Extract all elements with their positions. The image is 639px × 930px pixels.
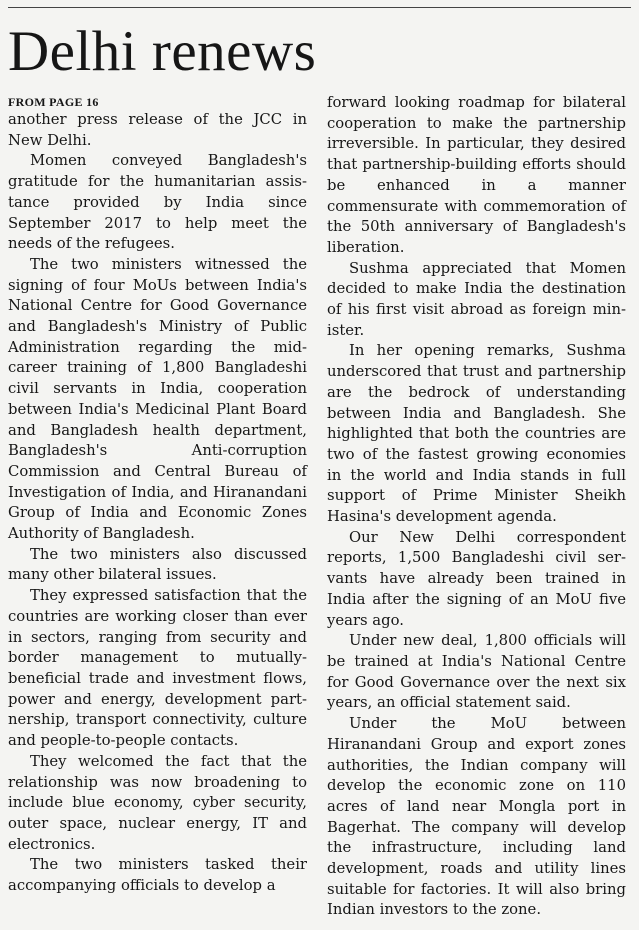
paragraph: The two ministers witnessed the signing of four MoUs between India's National Centre for Good Governance and Bangladesh's Ministry of Public Administration regarding the mid-career training of 1,800 Bangladeshi civil servants in India, cooperation between India's Medicinal Plant Board and Bangladesh health department, Bangladesh's Anti-corruption Commission and Central Bureau of Investigation of India, and Hiranandani Group of India and Economic Zones Authority of Bangladesh.: [8, 255, 307, 543]
paragraph: Sushma appreciated that Momen decided to make India the destination of his first visit abroad as foreign minister.: [327, 259, 626, 339]
article-column-left: [8, 93, 307, 897]
top-rule: [8, 7, 631, 8]
paragraph: another press release of the JCC in New Delhi.: [8, 111, 307, 149]
paragraph: forward looking roadmap for bilateral cooperation to make the partnership irreversible. In particular, they desired that partnership-building efforts should be enhanced in a manner commensurate with commemoration of the 50th anniversary of Bangladesh's liberation.: [327, 94, 626, 256]
paragraph: The two ministers also discussed many other bilateral issues.: [8, 545, 307, 584]
article-column-right: [327, 93, 626, 921]
paragraph: They welcomed the fact that the relationship was now broadening to include blue economy, cyber security, outer space, nuclear energy, IT and electronics.: [8, 752, 307, 853]
paragraph: They expressed satisfaction that the countries are working closer than ever in sectors, ranging from security and border management to mutually-beneficial trade and investment flows, power and energy, development partnership, transport connectivity, culture and people-to-people contacts.: [8, 587, 307, 750]
paragraph: The two ministers tasked their accompanying officials to develop a: [8, 856, 307, 895]
paragraph: Under the MoU between Hiranandani Group and export zones authorities, the Indian company will develop the economic zone on 110 acres of land near Mongla port in Bagerhat. The company will develop the infrastructure, including land development, roads and utility lines suitable for factories. It will also bring Indian investors to the zone.: [327, 715, 626, 919]
paragraph: Our New Delhi correspondent reports, 1,500 Bangladeshi civil servants have already been trained in India after the signing of an MoU five years ago.: [327, 528, 626, 629]
kicker-from-page: FROM PAGE 16: [8, 95, 99, 109]
headline: Delhi renews: [8, 20, 317, 83]
paragraph: Momen conveyed Bangladesh's gratitude for the humanitarian assistance provided by India since September 2017 to help meet the needs of the refugees.: [8, 152, 307, 253]
paragraph: Under new deal, 1,800 officials will be trained at India's National Centre for Good Governance over the next six years, an official statement said.: [327, 632, 626, 712]
paragraph: In her opening remarks, Sushma underscored that trust and partnership are the bedrock of understanding between India and Bangladesh. She highlighted that both the countries are two of the fastest growing economies in the world and India stands in full support of Prime Minister Sheikh Hasina's development agenda.: [327, 342, 626, 526]
